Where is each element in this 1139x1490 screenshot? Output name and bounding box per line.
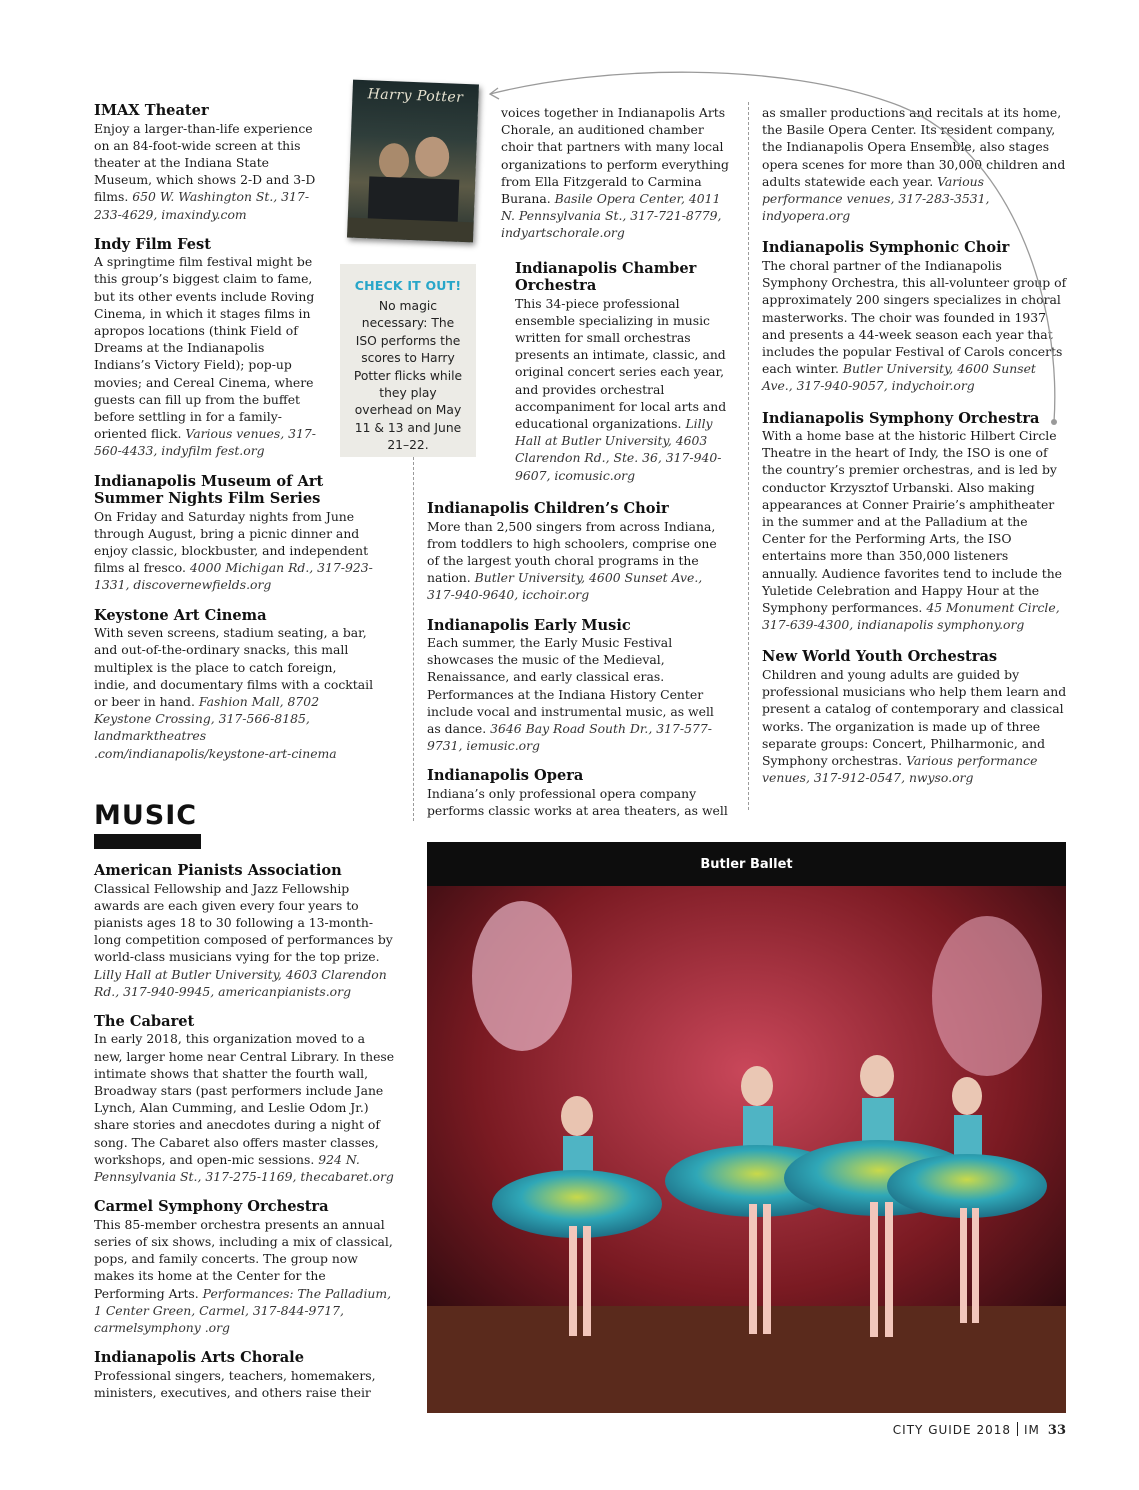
listing-text: The choral partner of the Indianapolis Symphony Orchestra, this all-volunteer group of approximately 200 singers specializes in choral masterworks. The choir was founded in 1937 and presents a 44-week season each year that includes the popular Festival of Carols concerts each winter. [762, 257, 1067, 377]
listing-symphony-orchestra [762, 410, 1067, 634]
listing-title: Indianapolis Early Music [427, 616, 631, 634]
listing-text: Professional singers, teachers, homemakers, ministers, executives, and others raise their [94, 1367, 376, 1400]
footer-separator [1017, 1422, 1018, 1436]
listing-title: Indianapolis Opera [427, 767, 584, 785]
column-divider [748, 102, 749, 810]
page-footer [893, 1422, 1066, 1438]
footer-brand: IM [1024, 1423, 1040, 1437]
listing-text: More than 2,500 singers from across Indiana, from toddlers to high schoolers, comprise one of the largest youth choral programs in the nation. [427, 518, 717, 586]
section-heading-music: MUSIC [94, 800, 198, 831]
listing-address: Lilly Hall at Butler University, 4603 Clarendon Rd., Ste. 36, 317-940-9607, icomusic.org [515, 416, 722, 483]
listing-text: Classical Fellowship and Jazz Fellowship awards are each given every four years to pianists ages 18 to 30 following a 13-month-long competition composed of performances by world-class musicians vying for the top prize. [94, 880, 393, 965]
listing-text: This 34-piece professional ensemble specializing in music written for small orchestras presents an intimate, classic, and original concert series each year, and provides orchestral accompaniment for local arts and educational organizations. [515, 295, 727, 432]
listing-text: A springtime film festival might be this group’s biggest claim to fame, but its other events include Roving Cinema, in which it stages films in apropos locations (think Field of Dreams at the Indianapolis Indians’s Victory Field); pop-up movies; and Cereal Cinema, where guests can fill up from the buffet before settling in for a family-oriented flick. [94, 254, 315, 442]
listing-title: Indianapolis Symphony Orchestra [762, 409, 1040, 427]
listing-title: Indianapolis Children’s Choir [427, 500, 669, 517]
sidebar-body: No magic necessary: The ISO performs the scores to Harry Potter flicks while they play overhead on May 11 & 13 and June 21–22. [353, 299, 463, 453]
listing-text: This 85-member orchestra presents an annual series of six shows, including a mix of classical, pops, and family concerts. The group now makes its home at the Center for the Performing Arts. [94, 1216, 393, 1301]
listing-title: Indy Film Fest [94, 235, 211, 253]
listing-imax [94, 102, 320, 223]
listing-address: 3646 Bay Road South Dr., 317-577-9731, iemusic.org [427, 721, 712, 754]
listing-address: Various venues, 317-560-4433, indyfilm fest.org [94, 426, 316, 459]
listing-title: Indianapolis Chamber Orchestra [515, 259, 697, 295]
section-heading-bar [94, 834, 201, 849]
listing-address: Basile Opera Center, 4011 N. Pennsylvania St., 317-721-8779, indyartschorale.org [501, 191, 722, 241]
column-1-music [94, 862, 396, 1414]
listing-the-cabaret [94, 1013, 396, 1185]
listing-chamber-orchestra [515, 260, 727, 484]
listing-title: The Cabaret [94, 1012, 195, 1030]
photo-caption: Butler Ballet [427, 842, 1066, 886]
listing-title: IMAX Theater [94, 102, 209, 119]
listing-text: Each summer, the Early Music Festival showcases the music of the Medieval, Renaissance, and early classical eras. Performances at the Indiana History Center include vocal and instrumental music, as well as dance. [427, 635, 714, 737]
listing-address: 45 Monument Circle, 317-639-4300, indianapolis symphony.org [762, 600, 1060, 633]
listing-title: Carmel Symphony Orchestra [94, 1198, 329, 1216]
listing-american-pianists [94, 862, 396, 1000]
listing-opera-continued [762, 104, 1067, 224]
poster-title: Harry Potter [367, 86, 464, 106]
listing-address: Various performance venues, 317-283-3531, indyopera.org [762, 173, 990, 224]
listing-childrens-choir [427, 500, 729, 604]
page-number: 33 [1047, 1423, 1066, 1438]
column-2 [427, 500, 729, 832]
butler-ballet-photo [427, 842, 1066, 1413]
listing-text: In early 2018, this organization moved to a new, larger home near Central Library. In these intimate shows that shatter the fourth wall, Broadway stars (past performers include Jane Lynch, Alan Cumming, and Leslie Odom Jr.) share stories and anecdotes during a night of song. The Cabaret also offers master classes, workshops, and open-mic sessions. [94, 1031, 395, 1167]
listing-address: Various performance venues, 317-912-0547, nwyso.org [762, 753, 1038, 786]
ballet-dancers-icon [427, 886, 1066, 1413]
listing-address: Lilly Hall at Butler University, 4603 Clarendon Rd., 317-940-9945, americanpianists.org [94, 966, 387, 999]
poster-figures-icon [347, 80, 479, 243]
column-divider [413, 457, 414, 821]
listing-arts-chorale [94, 1349, 396, 1401]
listing-text: On Friday and Saturday nights from June through August, bring a picnic dinner and enjoy classic, blockbuster, and independent films al fresco. [94, 508, 369, 576]
listing-address: Butler University, 4600 Sunset Ave., 317-940-9057, indychoir.org [762, 361, 1036, 394]
listing-early-music [427, 617, 729, 755]
listing-title: Keystone Art Cinema [94, 606, 267, 624]
listing-text: Enjoy a larger-than-life experience on an 84-foot-wide screen at this theater at the Indiana State Museum, which shows 2-D and 3-D films. [94, 120, 316, 205]
column-1 [94, 102, 374, 775]
listing-text: With seven screens, stadium seating, a bar, and out-of-the-ordinary snacks, this mall multiplex is the place to catch foreign, indie, and documentary films with a cocktail or beer in hand. [94, 625, 374, 709]
listing-address: Fashion Mall, 8702 Keystone Crossing, 317-566-8185, landmarktheatres .com/indianapolis/keystone-art-cinema [94, 693, 337, 761]
listing-address: 924 N. Pennsylvania St., 317-275-1169, thecabaret.org [94, 1151, 394, 1185]
sidebar-kicker: CHECK IT OUT! [354, 278, 462, 293]
listing-title: American Pianists Association [94, 862, 342, 879]
listing-carmel-symphony [94, 1198, 396, 1336]
listing-text: as smaller productions and recitals at its home, the Basile Opera Center. Its resident company, the Indianapolis Opera Ensemble, also stages opera scenes for more than 30,000 children and adults statewide each year. [762, 105, 1066, 189]
check-it-out-sidebar [340, 264, 476, 457]
listing-keystone-art-cinema [94, 607, 374, 762]
listing-ima-film-series [94, 473, 384, 594]
listing-address: Performances: The Palladium, 1 Center Green, Carmel, 317-844-9717, carmelsymphony .org [94, 1285, 392, 1335]
listing-title: Indianapolis Arts Chorale [94, 1349, 305, 1367]
listing-text: With a home base at the historic Hilbert Circle Theatre in the heart of Indy, the ISO is one of the country’s premier orchestras, and is led by conductor Krzysztof Urbanski. Also making appearances at Conner Prairie’s amphitheater in the summer and at the Palladium at the Center for the Performing Arts, the ISO entertains more than 350,000 listeners annually. Audience favorites tend to include the Yuletide Celebration and Happy Hour at the Symphony performances. [762, 428, 1063, 616]
listing-address: Butler University, 4600 Sunset Ave., 317-940-9640, icchoir.org [427, 570, 703, 603]
listing-indy-film-fest [94, 236, 320, 460]
listing-symphonic-choir [762, 239, 1067, 394]
listing-text: voices together in Indianapolis Arts Chorale, an auditioned chamber choir that partners with many local organizations to perform everything from Ella Fitzgerald to Carmina Burana. [501, 105, 729, 207]
listing-address: 650 W. Washington St., 317-233-4629, imaxindy.com [94, 189, 310, 222]
listing-address: 4000 Michigan Rd., 317-923-1331, discovernewfields.org [94, 560, 373, 593]
column-3 [762, 104, 1067, 799]
listing-title: Indianapolis Symphonic Choir [762, 239, 1010, 257]
listing-arts-chorale-continued [501, 104, 729, 242]
listing-text: Indiana’s only professional opera company performs classic works at area theaters, as well [427, 785, 728, 819]
listing-new-world-youth [762, 648, 1067, 786]
listing-text: Children and young adults are guided by professional musicians who help them learn and present a catalog of contemporary and classical works. The organization is made up of three separate groups: Concert, Philharmonic, and Symphony orchestras. [762, 666, 1067, 768]
listing-title: Indianapolis Museum of Art Summer Nights Film Series [94, 472, 324, 508]
footer-label: CITY GUIDE 2018 [892, 1423, 1011, 1437]
listing-title: New World Youth Orchestras [762, 648, 998, 666]
harry-potter-poster [347, 80, 479, 243]
column-2-top [501, 104, 729, 497]
listing-indianapolis-opera [427, 767, 729, 819]
